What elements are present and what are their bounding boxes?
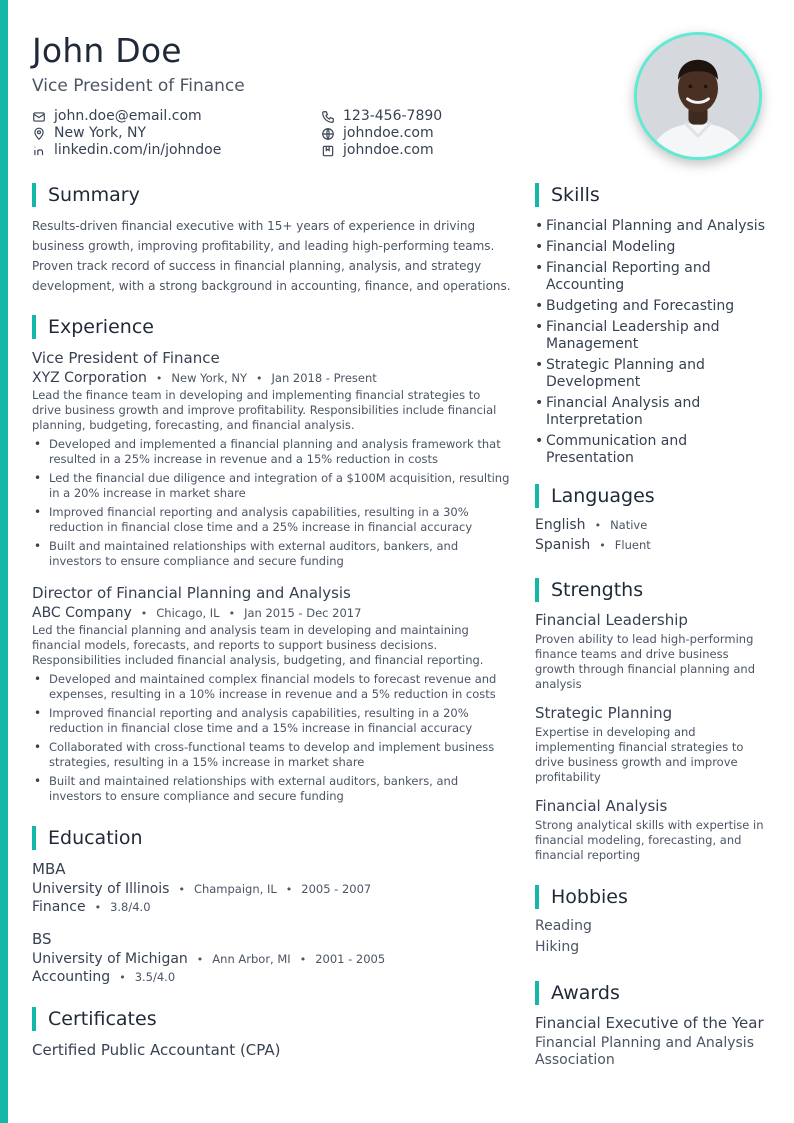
job-description: Led the financial planning and analysis team in developing and maintaining financial models, forecasts, and reports to support business decisions. Responsibilities included financial analysis, budgeting, and financial reporting.: [32, 623, 484, 667]
strength-title: Strategic Planning: [535, 704, 673, 722]
skills-heading: [535, 183, 770, 207]
linkedin-text: linkedin.com/in/johndoe: [54, 142, 222, 158]
strength-title: Financial Analysis: [535, 797, 668, 815]
certificate-item: Certified Public Accountant (CPA): [32, 1041, 281, 1059]
right-column: [535, 183, 770, 1069]
separator-dot: •: [155, 372, 163, 385]
languages-title: Languages: [551, 485, 655, 507]
gpa: 3.8/4.0: [110, 900, 151, 914]
certificates-heading: [32, 1007, 512, 1031]
contact-linkedin[interactable]: [32, 142, 221, 159]
school-location: Champaign, IL: [193, 882, 277, 896]
separator-dot: •: [94, 901, 102, 914]
job-meta: [32, 370, 512, 386]
list-item: • Built and maintained relationships with external auditors, bankers, and investors to ensure compliance and secure funding: [32, 539, 512, 569]
person-portrait-icon: [637, 35, 759, 157]
section-accent: [535, 981, 539, 1005]
job-dates: Jan 2015 - Dec 2017: [244, 606, 362, 620]
phone-text: 123-456-7890: [343, 108, 443, 124]
separator-dot: •: [299, 953, 307, 966]
strength-title: Financial Leadership: [535, 611, 688, 629]
contact-email[interactable]: [32, 108, 221, 125]
separator-dot: •: [119, 971, 126, 984]
separator-dot: •: [594, 519, 602, 532]
hobbies-title: Hobbies: [551, 886, 628, 908]
school: University of Michigan: [32, 951, 188, 967]
list-item: • Collaborated with cross-functional teams to develop and implement business strategies, resulting in a 15% increase in market share: [32, 740, 512, 770]
section-accent: [32, 826, 36, 850]
list-item: • Improved financial reporting and analysis capabilities, resulting in a 30% reduction in financial close time and a 25% increase in financial accuracy: [32, 505, 512, 535]
job-entry: [32, 583, 512, 804]
school: University of Illinois: [32, 881, 170, 897]
separator-dot: •: [256, 372, 263, 385]
languages-heading: [535, 484, 770, 508]
contact-right: [321, 108, 442, 159]
language-level: Fluent: [614, 538, 651, 552]
education-dates: 2001 - 2005: [315, 952, 386, 966]
skill-item: • Budgeting and Forecasting: [535, 298, 770, 315]
award-organization: Financial Planning and Analysis Association: [535, 1035, 754, 1068]
awards-title: Awards: [551, 982, 620, 1004]
skill-item: • Financial Planning and Analysis: [535, 218, 770, 235]
job-location: Chicago, IL: [156, 606, 220, 620]
list-item: • Built and maintained relationships with external auditors, bankers, and investors to ensure compliance and secure funding: [32, 774, 512, 804]
school-location: Ann Arbor, MI: [212, 952, 291, 966]
experience-heading: [32, 315, 512, 339]
section-accent: [535, 484, 539, 508]
contact-left: [32, 108, 221, 159]
separator-dot: •: [140, 607, 148, 620]
education-meta: [32, 881, 512, 897]
email-text: john.doe@email.com: [54, 108, 202, 124]
strengths-section: [535, 578, 770, 863]
bookmark-icon: [321, 144, 335, 158]
job-dates: Jan 2018 - Present: [271, 371, 377, 385]
experience-title: Experience: [48, 316, 154, 338]
language-item: [535, 537, 770, 553]
hobbies-heading: [535, 885, 770, 909]
separator-dot: •: [599, 539, 606, 552]
map-pin-icon: [32, 127, 46, 141]
gpa: 3.5/4.0: [134, 970, 176, 984]
education-title: Education: [48, 827, 143, 849]
strengths-title: Strengths: [551, 579, 644, 601]
education-detail: [32, 899, 512, 915]
education-heading: [32, 826, 512, 850]
contact-portfolio[interactable]: [321, 142, 442, 159]
education-meta: [32, 951, 512, 967]
contact-phone[interactable]: [321, 108, 442, 125]
hobby-item: Hiking: [535, 939, 580, 955]
field-of-study: Finance: [32, 899, 86, 915]
section-accent: [535, 885, 539, 909]
skill-item: • Financial Analysis and Interpretation: [535, 395, 770, 429]
skill-item: • Financial Modeling: [535, 239, 770, 256]
award-title: Financial Executive of the Year: [535, 1014, 764, 1032]
job-title: Director of Financial Planning and Analysis: [32, 584, 351, 602]
job-title: Vice President of Finance: [32, 349, 220, 367]
section-accent: [535, 578, 539, 602]
language-name: Spanish: [535, 537, 591, 553]
job-meta: [32, 605, 512, 621]
globe-icon: [321, 127, 335, 141]
certificates-title: Certificates: [48, 1008, 157, 1030]
profile-photo: [634, 32, 762, 160]
hobby-item: Reading: [535, 918, 592, 934]
phone-icon: [321, 110, 335, 124]
job-description: Lead the finance team in developing and implementing financial strategies to drive business growth and improve profitability. Responsibilities include financial planning, budgeting, forecasting, and financial analysis.: [32, 388, 497, 432]
separator-dot: •: [196, 953, 204, 966]
summary-title: Summary: [48, 184, 140, 206]
language-item: [535, 517, 770, 533]
list-item: • Developed and implemented a financial planning and analysis framework that resulted in a 25% increase in revenue and a 15% reduction in costs: [32, 437, 512, 467]
linkedin-icon: [32, 144, 46, 158]
summary-section: [32, 183, 512, 296]
job-achievements: [32, 672, 512, 804]
list-item: • Led the financial due diligence and integration of a $100M acquisition, resulting in a 20% increase in market share: [32, 471, 512, 501]
job-company: ABC Company: [32, 605, 132, 621]
strength-description: Expertise in developing and implementing financial strategies to drive business growth and improve profitability: [535, 725, 744, 784]
job-achievements: [32, 437, 512, 569]
education-detail: [32, 969, 512, 985]
summary-heading: [32, 183, 512, 207]
skill-item: • Financial Reporting and Accounting: [535, 260, 770, 294]
skills-section: [535, 183, 770, 467]
field-of-study: Accounting: [32, 969, 111, 985]
education-entry: [32, 859, 512, 915]
certificates-section: [32, 1007, 512, 1060]
separator-dot: •: [228, 607, 236, 620]
experience-section: [32, 315, 512, 804]
awards-section: [535, 981, 770, 1069]
section-accent: [32, 315, 36, 339]
language-name: English: [535, 517, 586, 533]
skills-list: [535, 218, 770, 467]
section-accent: [32, 183, 36, 207]
skill-item: • Financial Leadership and Management: [535, 319, 770, 353]
accent-bar: [0, 0, 8, 1123]
awards-heading: [535, 981, 770, 1005]
strengths-heading: [535, 578, 770, 602]
job-company: XYZ Corporation: [32, 370, 147, 386]
strength-description: Proven ability to lead high-performing finance teams and drive business growth through financial planning and analysis: [535, 632, 755, 691]
summary-text: Results-driven financial executive with 15+ years of experience in driving business growth, improving profitability, and leading high-performing teams. Proven track record of success in financial planning, analysis, and strategy development, with a strong background in accounting, finance, and operations.: [32, 219, 511, 293]
contact-website[interactable]: [321, 125, 442, 142]
strength-item: [535, 610, 770, 692]
list-item: • Improved financial reporting and analysis capabilities, resulting in a 20% reduction in financial close time and a 15% increase in financial accuracy: [32, 706, 512, 736]
separator-dot: •: [285, 883, 293, 896]
hobbies-section: [535, 885, 770, 956]
education-entry: [32, 929, 512, 985]
mail-icon: [32, 110, 46, 124]
section-accent: [32, 1007, 36, 1031]
award-item: [535, 1013, 770, 1069]
degree: BS: [32, 930, 52, 948]
job-location: New York, NY: [171, 371, 247, 385]
strength-item: [535, 796, 770, 863]
education-dates: 2005 - 2007: [301, 882, 372, 896]
website-text: johndoe.com: [343, 125, 434, 141]
separator-dot: •: [178, 883, 185, 896]
skill-item: • Communication and Presentation: [535, 433, 770, 467]
section-accent: [535, 183, 539, 207]
candidate-name: John Doe: [32, 31, 182, 70]
language-level: Native: [610, 518, 648, 532]
degree: MBA: [32, 860, 66, 878]
candidate-role: Vice President of Finance: [32, 76, 245, 96]
languages-section: [535, 484, 770, 553]
left-column: [32, 183, 512, 1060]
job-entry: [32, 348, 512, 569]
skill-item: • Strategic Planning and Development: [535, 357, 770, 391]
portfolio-text: johndoe.com: [343, 142, 434, 158]
location-text: New York, NY: [54, 125, 147, 141]
skills-title: Skills: [551, 184, 600, 206]
strength-item: [535, 703, 770, 785]
contact-location: [32, 125, 221, 142]
list-item: • Developed and maintained complex financial models to forecast revenue and expenses, resulting in a 10% increase in revenue and a 5% reduction in costs: [32, 672, 512, 702]
education-section: [32, 826, 512, 985]
strength-description: Strong analytical skills with expertise in financial modeling, forecasting, and financial reporting: [535, 818, 764, 862]
